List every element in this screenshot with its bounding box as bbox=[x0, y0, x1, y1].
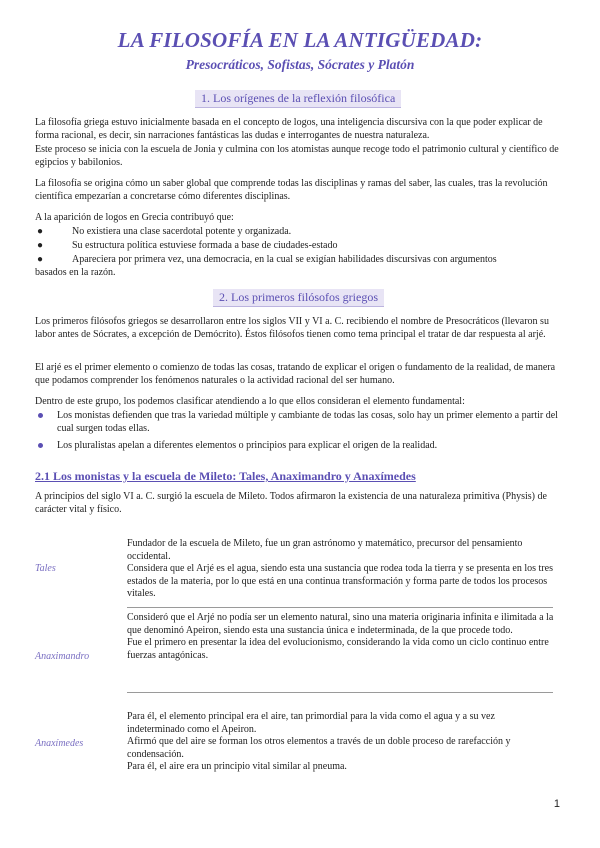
separator-line bbox=[127, 692, 553, 693]
section2-paragraph-2: El arjé es el primer elemento o comienzo de todas las cosas, tratando de explicar el origen o fundamento de la realidad, de manera que podamos comprender los fenómenos naturales o la actividad racional del ser humano. bbox=[35, 362, 556, 387]
bullet-icon: ● bbox=[37, 254, 44, 265]
list-item-text: Los monistas defienden que tras la variedad múltiple y cambiante de todas las cosas, solo hay un primer elemento a partir del cual surgen todas ellas. bbox=[57, 410, 558, 435]
subsection-heading-2-1: 2.1 Los monistas y la escuela de Mileto: Tales, Anaximandro y Anaxímedes bbox=[35, 469, 416, 483]
section2-paragraph-1: Los primeros filósofos griegos se desarrollaron entre los siglos VII y VI a. C. recibiendo el nombre de Presocráticos (llevaron su labor antes de Sócrates, a excepción de Demócrito). Éstos filósofos tienen como tema principal el tratar de dar respuesta al arjé. bbox=[35, 316, 549, 341]
description-line: Afirmó que del aire se forman los otros elementos a través de un doble proceso de rarefacción y condensación. bbox=[127, 736, 511, 760]
description-line: Fundador de la escuela de Mileto, fue un gran astrónomo y matemático, precursor del pensamiento occidental. bbox=[127, 538, 523, 562]
section-heading-1: 1. Los orígenes de la reflexión filosófica bbox=[195, 90, 401, 108]
section1-paragraph-3: La filosofía se origina cómo un saber global que comprende todas las disciplinas y ramas del saber, las cuales, tras la revolución científica empezarían a concretarse cómo diferentes disciplinas. bbox=[35, 178, 548, 203]
list-item-text: Su estructura política estuviese formada a base de ciudades-estado bbox=[72, 240, 338, 251]
philosopher-name-anaximedes: Anaxímedes bbox=[35, 738, 84, 749]
bullet-icon: ● bbox=[37, 226, 44, 237]
philosopher-description-tales bbox=[127, 538, 555, 601]
section1-paragraph-1: La filosofía griega estuvo inicialmente basada en el concepto de logos, una inteligencia discursiva con la que poder explicar de forma racional, es decir, sin narraciones fantásticas las dudas e interrogantes de nuestra naturaleza. bbox=[35, 117, 543, 142]
description-line: Para él, el elemento principal era el aire, tan primordial para la vida como el agua y a su vez indeterminado como el Apeiron. bbox=[127, 711, 495, 735]
document-title: LA FILOSOFÍA EN LA ANTIGÜEDAD: bbox=[117, 28, 483, 52]
section-heading-2: 2. Los primeros filósofos griegos bbox=[213, 289, 384, 307]
philosopher-description-anaximandro bbox=[127, 612, 555, 662]
bullet-icon bbox=[38, 413, 43, 418]
list-item-text: Apareciera por primera vez, una democracia, en la cual se exigían habilidades discursivas con argumentos bbox=[72, 254, 497, 265]
section2-paragraph-3: Dentro de este grupo, los podemos clasificar atendiendo a lo que ellos consideran el elemento fundamental: bbox=[35, 396, 465, 407]
separator-line bbox=[127, 607, 553, 608]
bullet-icon bbox=[38, 443, 43, 448]
list-item-text: No existiera una clase sacerdotal potente y organizada. bbox=[72, 226, 292, 237]
description-line: Fue el primero en presentar la idea del evolucionismo, considerando la vida como un ciclo continuo entre fuerzas antagónicas. bbox=[127, 637, 549, 661]
section21-intro: A principios del siglo VI a. C. surgió la escuela de Mileto. Todos afirmaron la existencia de una naturaleza primitiva (Physis) de carácter vital y físico. bbox=[35, 491, 547, 516]
section1-paragraph-2: Este proceso se inicia con la escuela de Jonia y culmina con los atomistas aunque recoge todo el patrimonio cultural y científico de egipcios y babilonios. bbox=[35, 144, 559, 169]
list-item-text: basados en la razón. bbox=[35, 267, 116, 278]
description-line: Para él, el aire era un principio vital similar al pneuma. bbox=[127, 761, 347, 772]
bullet-icon: ● bbox=[37, 240, 44, 251]
list-item-text: Los pluralistas apelan a diferentes elementos o principios para explicar el origen de la realidad. bbox=[57, 440, 438, 451]
philosopher-name-anaximandro: Anaximandro bbox=[35, 651, 90, 662]
description-line: Consideró que el Arjé no podía ser un elemento natural, sino una materia originaria infinita e ilimitada a la que denominó Apeiron, siendo esta una sustancia única e indeterminada, de la que procede todo. bbox=[127, 612, 554, 636]
document-subtitle: Presocráticos, Sofistas, Sócrates y Platón bbox=[185, 57, 415, 72]
section1-paragraph-4: A la aparición de logos en Grecia contribuyó que: bbox=[35, 212, 234, 223]
philosopher-name-tales: Tales bbox=[35, 563, 56, 574]
page-number: 1 bbox=[553, 798, 560, 810]
philosopher-description-anaximedes bbox=[127, 711, 555, 774]
description-line: Considera que el Arjé es el agua, siendo esta una sustancia que rodea toda la tierra y se presenta en los tres estados de la materia, por lo que está en una continua transformación y forma parte de todos los procesos vitales. bbox=[127, 563, 553, 599]
